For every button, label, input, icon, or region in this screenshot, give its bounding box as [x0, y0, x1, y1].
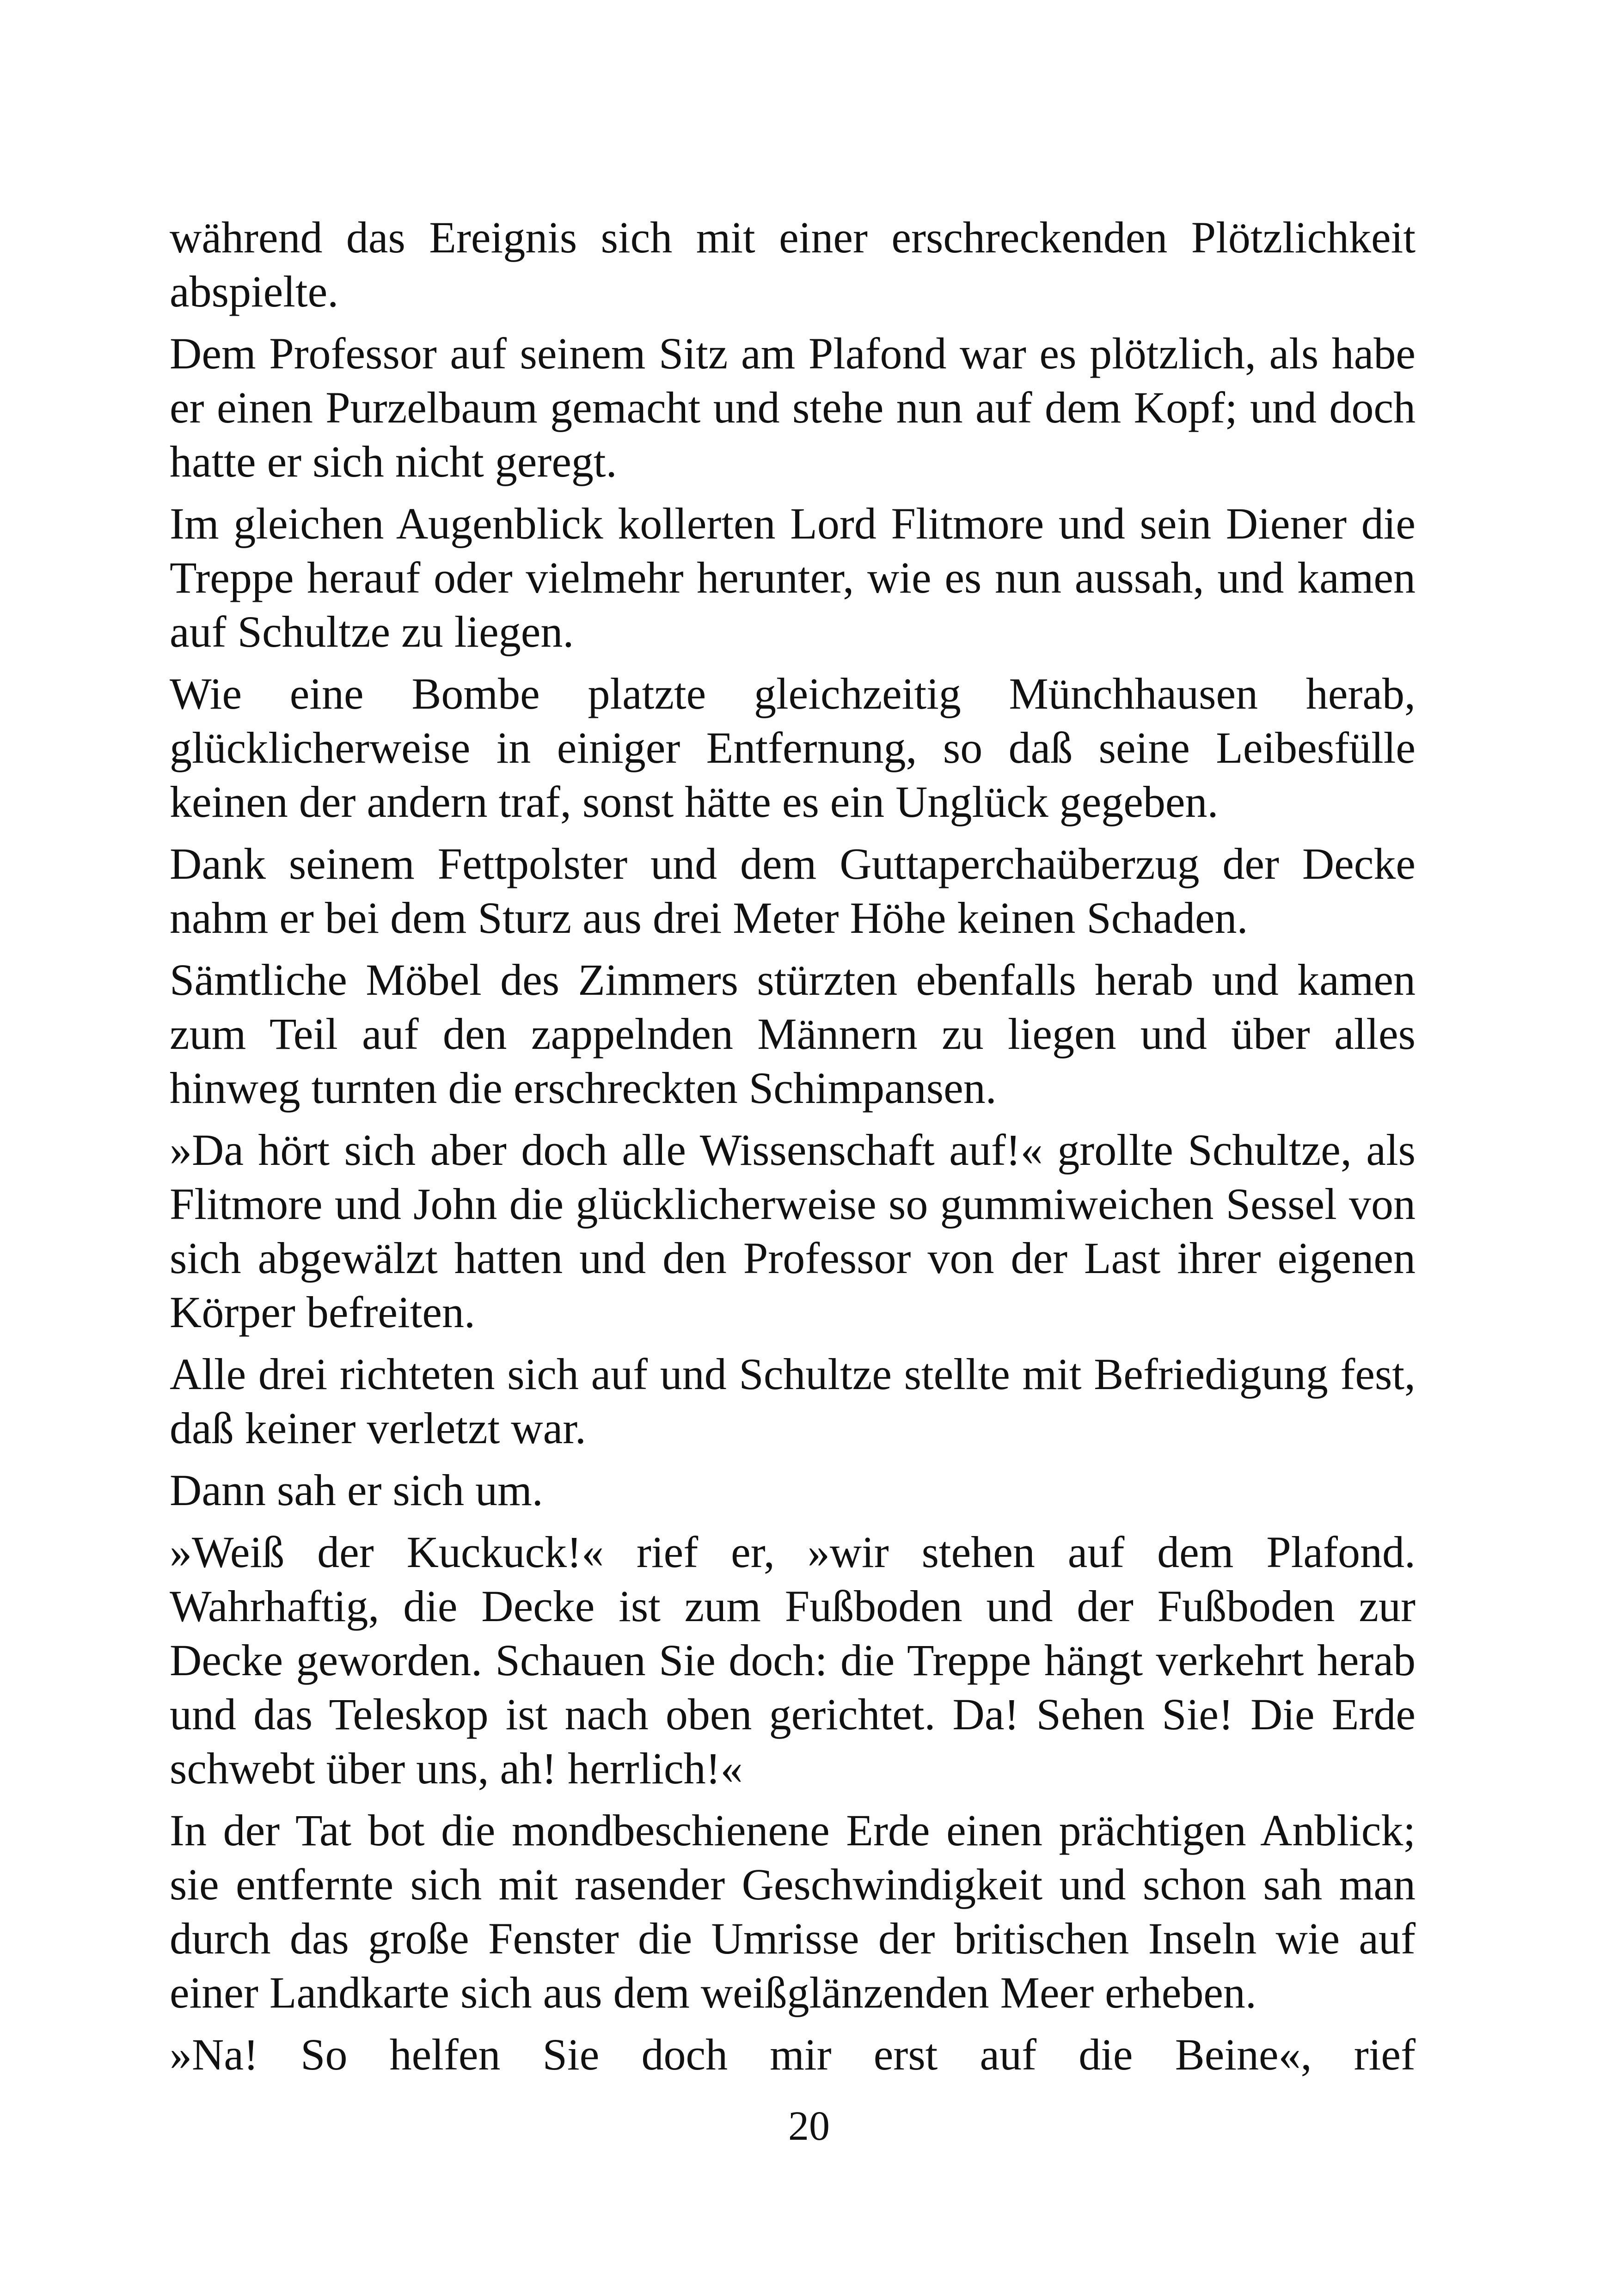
paragraph: Wie eine Bombe platzte gleichzeitig Münchhausen herab, glücklicherweise in einiger Entfernung, so daß seine Leibesfülle keinen der andern traf, sonst hätte es ein Unglück gegeben. — [170, 669, 1416, 827]
paragraph: »Weiß der Kuckuck!« rief er, »wir stehen auf dem Plafond. Wahrhaftig, die Decke ist zum Fußboden und der Fußboden zur Decke geworden. Schauen Sie doch: die Treppe hängt verkehrt herab und das Teleskop ist nach oben gerichtet. Da! Sehen Sie! Die Erde schwebt über uns, ah! herrlich!« — [170, 1527, 1416, 1793]
paragraph: Dank seinem Fettpolster und dem Guttaperchaüberzug der Decke nahm er bei dem Sturz aus drei Meter Höhe keinen Schaden. — [170, 839, 1416, 943]
paragraph: Im gleichen Augenblick kollerten Lord Flitmore und sein Diener die Treppe herauf oder vielmehr herunter, wie es nun aussah, und kamen auf Schultze zu liegen. — [170, 499, 1416, 656]
paragraph: Dem Professor auf seinem Sitz am Plafond war es plötzlich, als habe er einen Purzelbaum gemacht und stehe nun auf dem Kopf; und doch hatte er sich nicht geregt. — [170, 329, 1416, 486]
paragraph: während das Ereignis sich mit einer erschreckenden Plötzlichkeit abspielte. — [170, 213, 1416, 316]
paragraph: Dann sah er sich um. — [170, 1465, 543, 1515]
paragraph: Sämtliche Möbel des Zimmers stürzten ebenfalls herab und kamen zum Teil auf den zappelnden Männern zu liegen und über alles hinweg turnten die erschreckten Schimpansen. — [170, 955, 1416, 1113]
body-text — [170, 210, 1416, 2082]
page-number: 20 — [788, 2103, 830, 2149]
paragraph: In der Tat bot die mondbeschienene Erde einen prächtigen Anblick; sie entfernte sich mit rasender Geschwindigkeit und schon sah man durch das große Fenster die Umrisse der britischen Inseln wie auf einer Landkarte sich aus dem weißglänzenden Meer erheben. — [170, 1806, 1416, 2017]
paragraph: »Da hört sich aber doch alle Wissenschaft auf!« grollte Schultze, als Flitmore und John die glücklicherweise so gummiweichen Sessel von sich abgewälzt hatten und den Professor von der Last ihrer eigenen Körper befreiten. — [170, 1125, 1416, 1337]
paragraph: Alle drei richteten sich auf und Schultze stellte mit Befriedigung fest, daß keiner verletzt war. — [170, 1349, 1416, 1453]
paragraph: »Na! So helfen Sie doch mir erst auf die Beine«, rief — [170, 2030, 1416, 2079]
